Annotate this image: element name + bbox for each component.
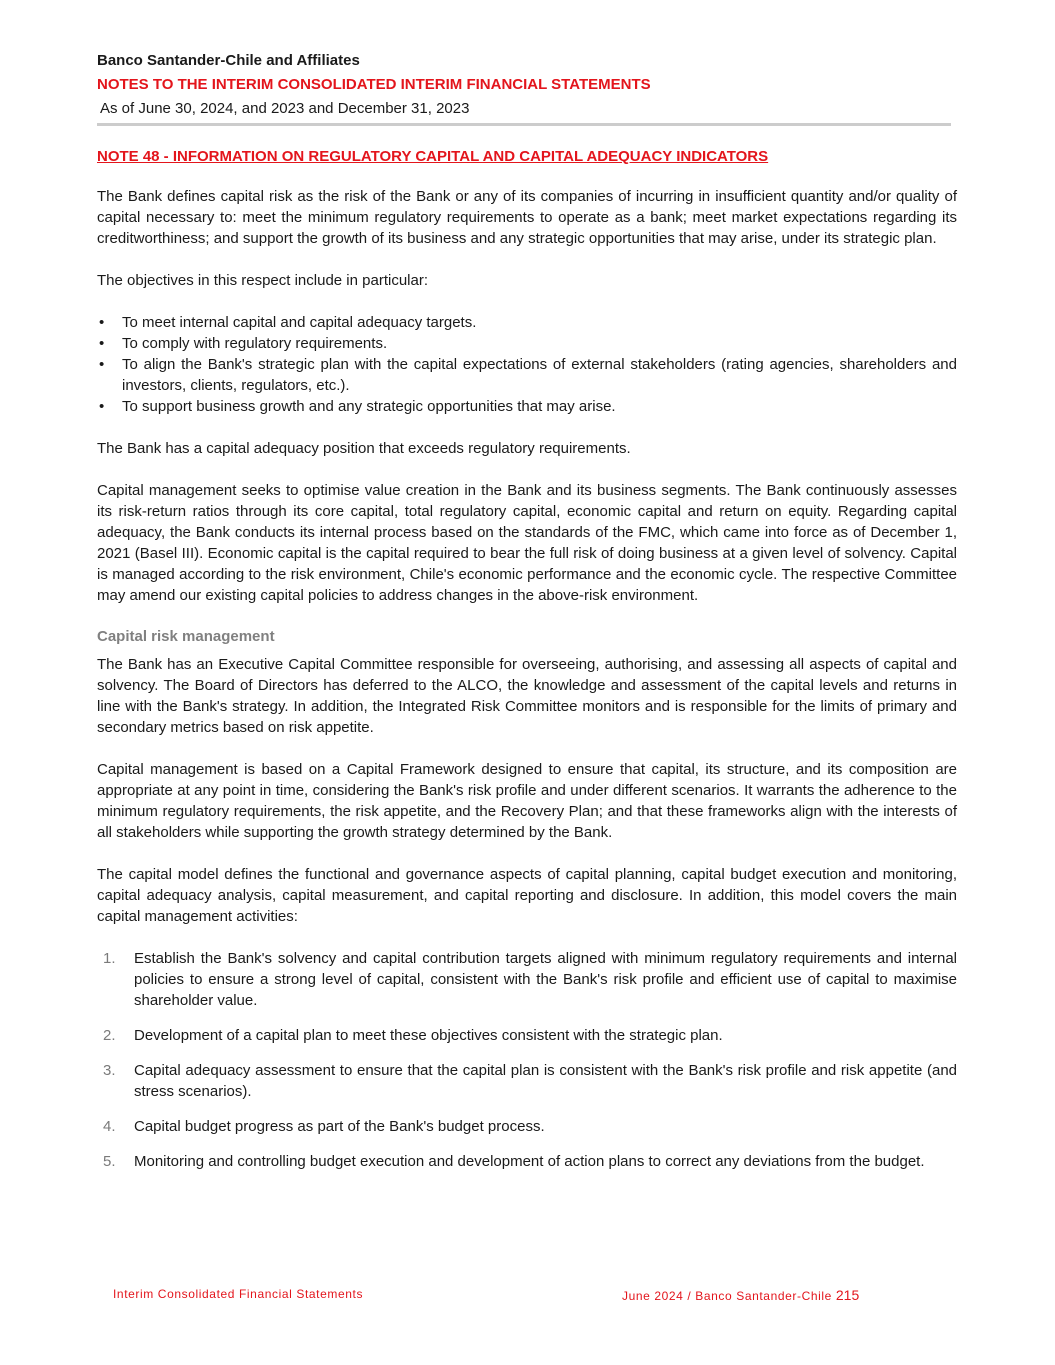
list-item-text: To align the Bank's strategic plan with the capital expectations of external stakeholders (rating agencies, shareholders and investors, clients, regulators, etc.).: [122, 356, 957, 394]
list-number: 1.: [103, 950, 116, 967]
list-item: [97, 1060, 957, 1102]
list-number: 3.: [103, 1062, 116, 1079]
list-item: [97, 1151, 957, 1172]
paragraph-capital-model: The capital model defines the functional and governance aspects of capital planning, capital budget execution and monitoring, capital adequacy analysis, capital measurement, and capital reporting and disclosure. In addition, this model covers the main capital management activities:: [97, 866, 957, 925]
list-item-text: Monitoring and controlling budget execution and development of action plans to correct any deviations from the budget.: [134, 1153, 925, 1170]
objectives-list: [97, 312, 957, 417]
spacer: [97, 291, 957, 312]
list-number: 2.: [103, 1027, 116, 1044]
bullet-icon: •: [99, 335, 105, 352]
list-item-text: Capital adequacy assessment to ensure that the capital plan is consistent with the Bank's risk profile and risk appetite (and stress scenarios).: [134, 1062, 957, 1100]
spacer: [97, 606, 957, 626]
list-item: [97, 312, 957, 333]
header-divider: [97, 123, 951, 126]
list-item: [97, 354, 957, 396]
list-item: [97, 333, 957, 354]
bullet-icon: •: [99, 314, 105, 331]
spacer: [97, 167, 957, 186]
paragraph-capital-adequacy-position: The Bank has a capital adequacy position that exceeds regulatory requirements.: [97, 440, 631, 457]
list-item-text: Development of a capital plan to meet these objectives consistent with the strategic plan.: [134, 1027, 723, 1044]
spacer: [97, 417, 957, 438]
list-number: 4.: [103, 1118, 116, 1135]
bullet-icon: •: [99, 356, 105, 373]
list-item: [97, 948, 957, 1011]
paragraph-capital-framework: Capital management is based on a Capital Framework designed to ensure that capital, its structure, and its composition are appropriate at any point in time, considering the Bank's risk profile and under different scenarios. It warrants the adherence to the minimum regulatory requirements, the risk appetite, and the Recovery Plan; and that these frameworks align with the interests of all stakeholders while supporting the growth strategy determined by the Bank.: [97, 761, 957, 841]
spacer: [97, 843, 957, 864]
notes-title: NOTES TO THE INTERIM CONSOLIDATED INTERIM FINANCIAL STATEMENTS: [97, 76, 651, 93]
list-item-text: To support business growth and any strategic opportunities that may arise.: [122, 398, 616, 415]
bullet-icon: •: [99, 398, 105, 415]
footer-document-title: Interim Consolidated Financial Statements: [113, 1287, 364, 1301]
page-number: 215: [835, 1287, 860, 1303]
spacer: [97, 927, 957, 948]
list-item: [97, 396, 957, 417]
page-header: [97, 50, 951, 126]
list-number: 5.: [103, 1153, 116, 1170]
list-item: [97, 1116, 957, 1137]
company-name: Banco Santander-Chile and Affiliates: [97, 52, 360, 69]
paragraph-capital-risk-definition: The Bank defines capital risk as the risk of the Bank or any of its companies of incurring in insufficient quantity and/or quality of capital necessary to: meet the minimum regulatory requirements to operate as a bank; meet market expectations regarding its creditworthiness; and support the growth of its business and any strategic opportunities that may arise, under its strategic plan.: [97, 188, 957, 247]
spacer: [97, 459, 957, 480]
note-title: NOTE 48 - INFORMATION ON REGULATORY CAPITAL AND CAPITAL ADEQUACY INDICATORS: [97, 148, 769, 165]
as-of-date: As of June 30, 2024, and 2023 and December 31, 2023: [100, 100, 470, 117]
paragraph-executive-capital-committee: The Bank has an Executive Capital Committee responsible for overseeing, authorising, and assessing all aspects of capital and solvency. The Board of Directors has deferred to the ALCO, the knowledge and assessment of the capital levels and returns in line with the Bank's strategy. In addition, the Integrated Risk Committee monitors and is responsible for the limits of primary and secondary metrics based on risk appetite.: [97, 656, 957, 736]
spacer: [97, 249, 957, 270]
list-item-text: Capital budget progress as part of the Bank's budget process.: [134, 1118, 545, 1135]
footer-date-company-text: June 2024 / Banco Santander-Chile: [622, 1289, 832, 1303]
list-item: [97, 1025, 957, 1046]
note-body: [97, 146, 957, 1186]
footer-date-company: [622, 1287, 859, 1303]
spacer: [97, 738, 957, 759]
spacer: [97, 647, 957, 654]
list-item-text: To meet internal capital and capital adequacy targets.: [122, 314, 477, 331]
paragraph-objectives-intro: The objectives in this respect include in particular:: [97, 272, 428, 289]
subheading-capital-risk-management: Capital risk management: [97, 628, 275, 645]
list-item-text: To comply with regulatory requirements.: [122, 335, 388, 352]
paragraph-capital-management: Capital management seeks to optimise value creation in the Bank and its business segments. The Bank continuously assesses its risk-return ratios through its core capital, total regulatory capital, economic capital and return on equity. Regarding capital adequacy, the Bank conducts its internal process based on the standards of the FMC, which came into force as of December 1, 2021 (Basel III). Economic capital is the capital required to bear the full risk of doing business at a given level of solvency. Capital is managed according to the risk environment, Chile's economic performance and the economic cycle. The respective Committee may amend our existing capital policies to address changes in the above-risk environment.: [97, 482, 957, 604]
capital-activities-list: [97, 948, 957, 1172]
list-item-text: Establish the Bank's solvency and capital contribution targets aligned with minimum regulatory requirements and internal policies to ensure a strong level of capital, consistent with the Bank's risk profile and efficient use of capital to maximise shareholder value.: [134, 950, 957, 1009]
